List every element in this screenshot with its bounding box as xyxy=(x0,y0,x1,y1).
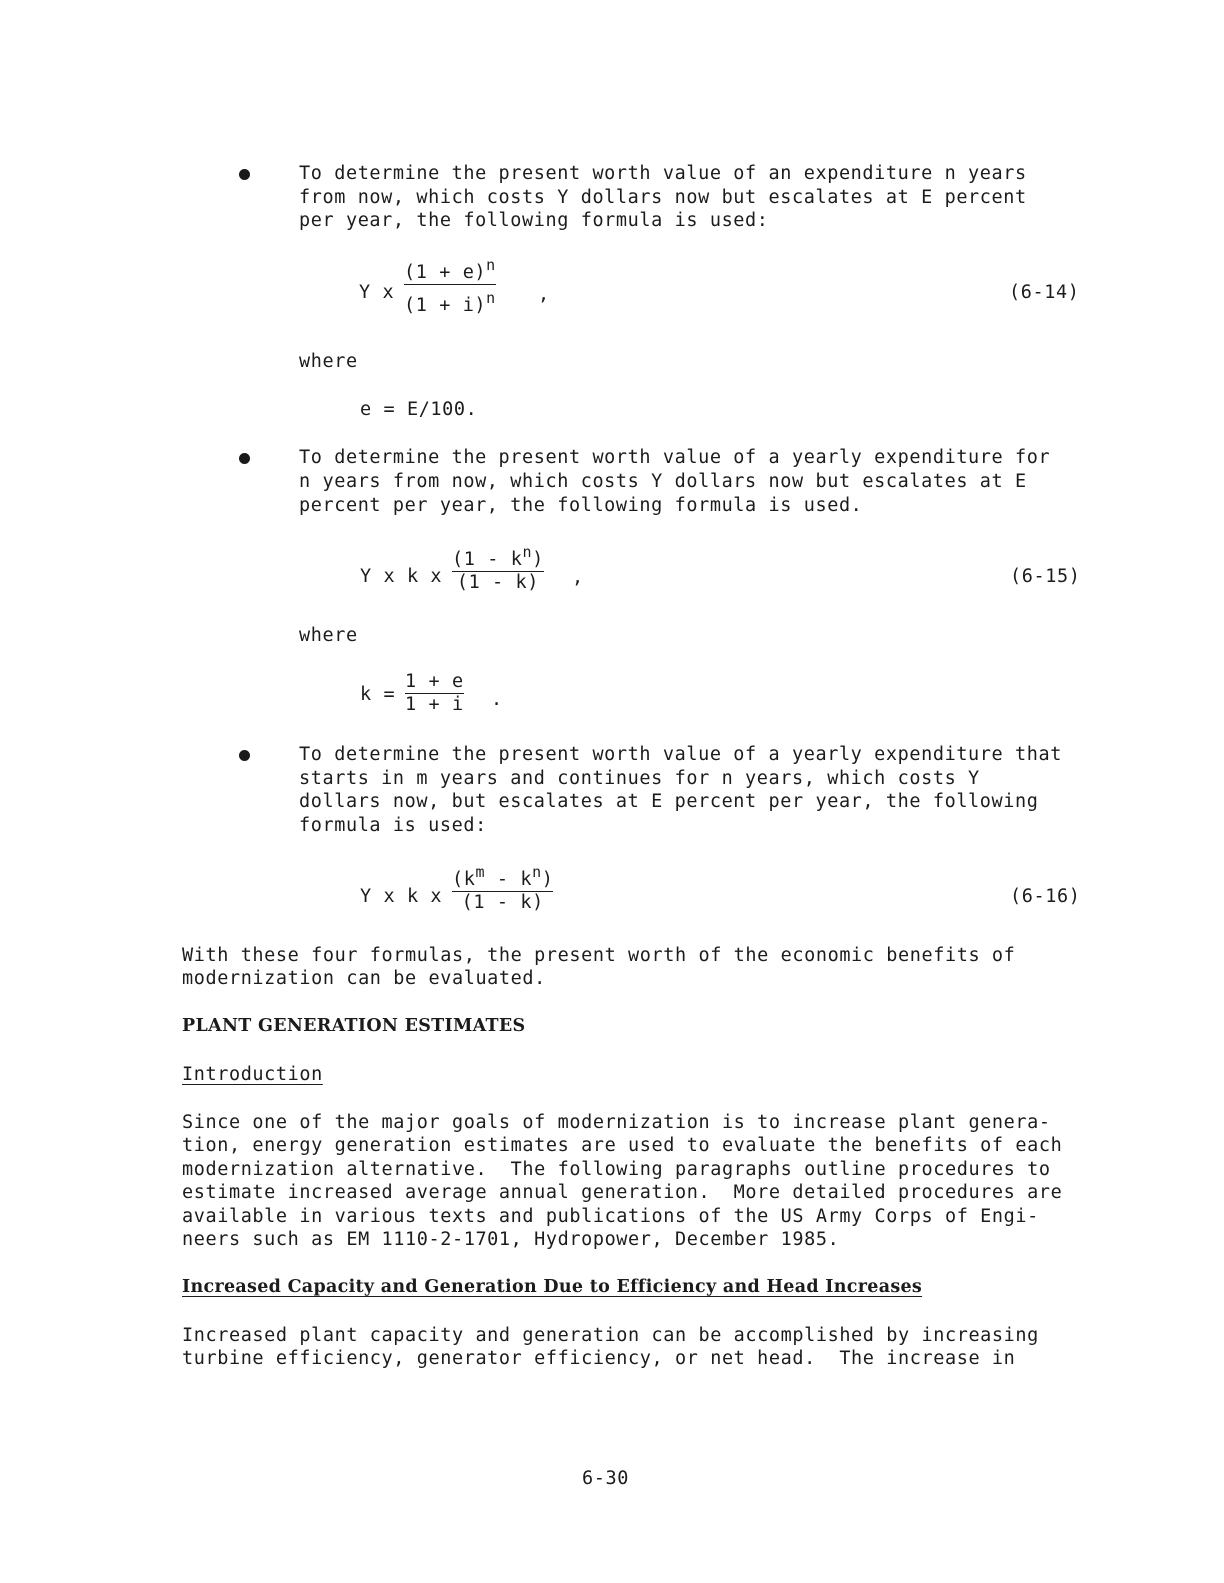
subheading-capacity: Increased Capacity and Generation Due to Efficiency and Head Increases xyxy=(182,1277,923,1297)
eq14-denominator-exponent: n xyxy=(486,289,496,308)
summary-line-2: modernization can be evaluated. xyxy=(182,968,546,989)
eq14-fraction xyxy=(404,256,496,317)
bullet-marker xyxy=(239,169,250,180)
eq16-exponent-n: n xyxy=(532,863,542,881)
bullet-3-line-3: dollars now, but escalates at E percent per year, the following xyxy=(299,791,1039,812)
intro-line-1: Since one of the major goals of modernization is to increase plant genera- xyxy=(182,1112,1051,1133)
eq15-numerator-exponent: n xyxy=(522,543,533,561)
bullet-1-line-2: from now, which costs Y dollars now but escalates at E percent xyxy=(299,187,1027,208)
bullet-3-line-4: formula is used: xyxy=(299,815,487,836)
def-k-numerator: 1 + e xyxy=(405,671,464,692)
eq16-number: (6-16) xyxy=(1010,886,1081,907)
eq14-fraction-bar xyxy=(404,284,496,285)
eq15-numerator: (1 - k xyxy=(452,549,523,570)
capacity-line-1: Increased plant capacity and generation can be accomplished by increasing xyxy=(182,1325,1039,1346)
def-k-prefix: k = xyxy=(360,684,396,705)
bullet-2-line-3: percent per year, the following formula is used. xyxy=(299,495,863,516)
eq15-number: (6-15) xyxy=(1010,566,1081,587)
eq16-numerator-b: - k xyxy=(485,869,533,890)
eq16-numerator-close: ) xyxy=(541,869,554,890)
eq16-fraction xyxy=(452,863,554,914)
intro-line-3: modernization alternative. The following paragraphs outline procedures to xyxy=(182,1159,1051,1180)
where-label-2: where xyxy=(299,625,358,646)
eq14-prefix: Y x xyxy=(359,282,395,303)
eq14-numerator: (1 + e) xyxy=(404,262,487,283)
eq16-exponent-m: m xyxy=(475,863,486,881)
bullet-marker xyxy=(239,453,250,464)
bullet-1-line-3: per year, the following formula is used: xyxy=(299,210,769,231)
bullet-2-line-2: n years from now, which costs Y dollars now but escalates at E xyxy=(299,471,1027,492)
intro-line-2: tion, energy generation estimates are used to evaluate the benefits of each xyxy=(182,1135,1063,1156)
page-number: 6-30 xyxy=(582,1468,629,1489)
eq16-numerator-a: (k xyxy=(452,869,476,890)
def-k-fraction xyxy=(405,671,464,716)
subheading-introduction: Introduction xyxy=(182,1064,323,1085)
bullet-3-line-1: To determine the present worth value of a yearly expenditure that xyxy=(299,744,1062,765)
eq14-numerator-exponent: n xyxy=(486,256,496,274)
bullet-1-line-1: To determine the present worth value of an expenditure n years xyxy=(299,163,1027,184)
bullet-3-line-2: starts in m years and continues for n years, which costs Y xyxy=(299,768,980,789)
intro-line-5: available in various texts and publications of the US Army Corps of Engi- xyxy=(182,1206,1039,1227)
eq14-trailing-comma: , xyxy=(538,284,550,305)
intro-line-4: estimate increased average annual generation. More detailed procedures are xyxy=(182,1182,1063,1203)
eq14-number: (6-14) xyxy=(1009,282,1080,303)
bullet-2-line-1: To determine the present worth value of a yearly expenditure for xyxy=(299,447,1051,468)
eq15-prefix: Y x k x xyxy=(360,566,443,587)
intro-line-6: neers such as EM 1110-2-1701, Hydropower, December 1985. xyxy=(182,1229,840,1250)
where-label-1: where xyxy=(299,351,358,372)
section-heading: PLANT GENERATION ESTIMATES xyxy=(182,1016,526,1036)
def-k-denominator: 1 + i xyxy=(405,694,464,716)
bullet-marker xyxy=(239,750,250,761)
eq15-numerator-close: ) xyxy=(532,549,544,570)
definition-e: e = E/100. xyxy=(360,399,478,420)
eq15-fraction xyxy=(452,543,544,594)
eq14-denominator: (1 + i) xyxy=(404,295,487,317)
summary-line-1: With these four formulas, the present worth of the economic benefits of xyxy=(182,945,1016,966)
eq15-trailing-comma: , xyxy=(572,567,584,588)
eq15-denominator: (1 - k) xyxy=(456,572,539,594)
def-k-trailing-period: . xyxy=(491,689,503,710)
capacity-line-2: turbine efficiency, generator efficiency, or net head. The increase in xyxy=(182,1348,1016,1369)
eq16-prefix: Y x k x xyxy=(360,886,443,907)
eq16-denominator: (1 - k) xyxy=(461,892,544,914)
